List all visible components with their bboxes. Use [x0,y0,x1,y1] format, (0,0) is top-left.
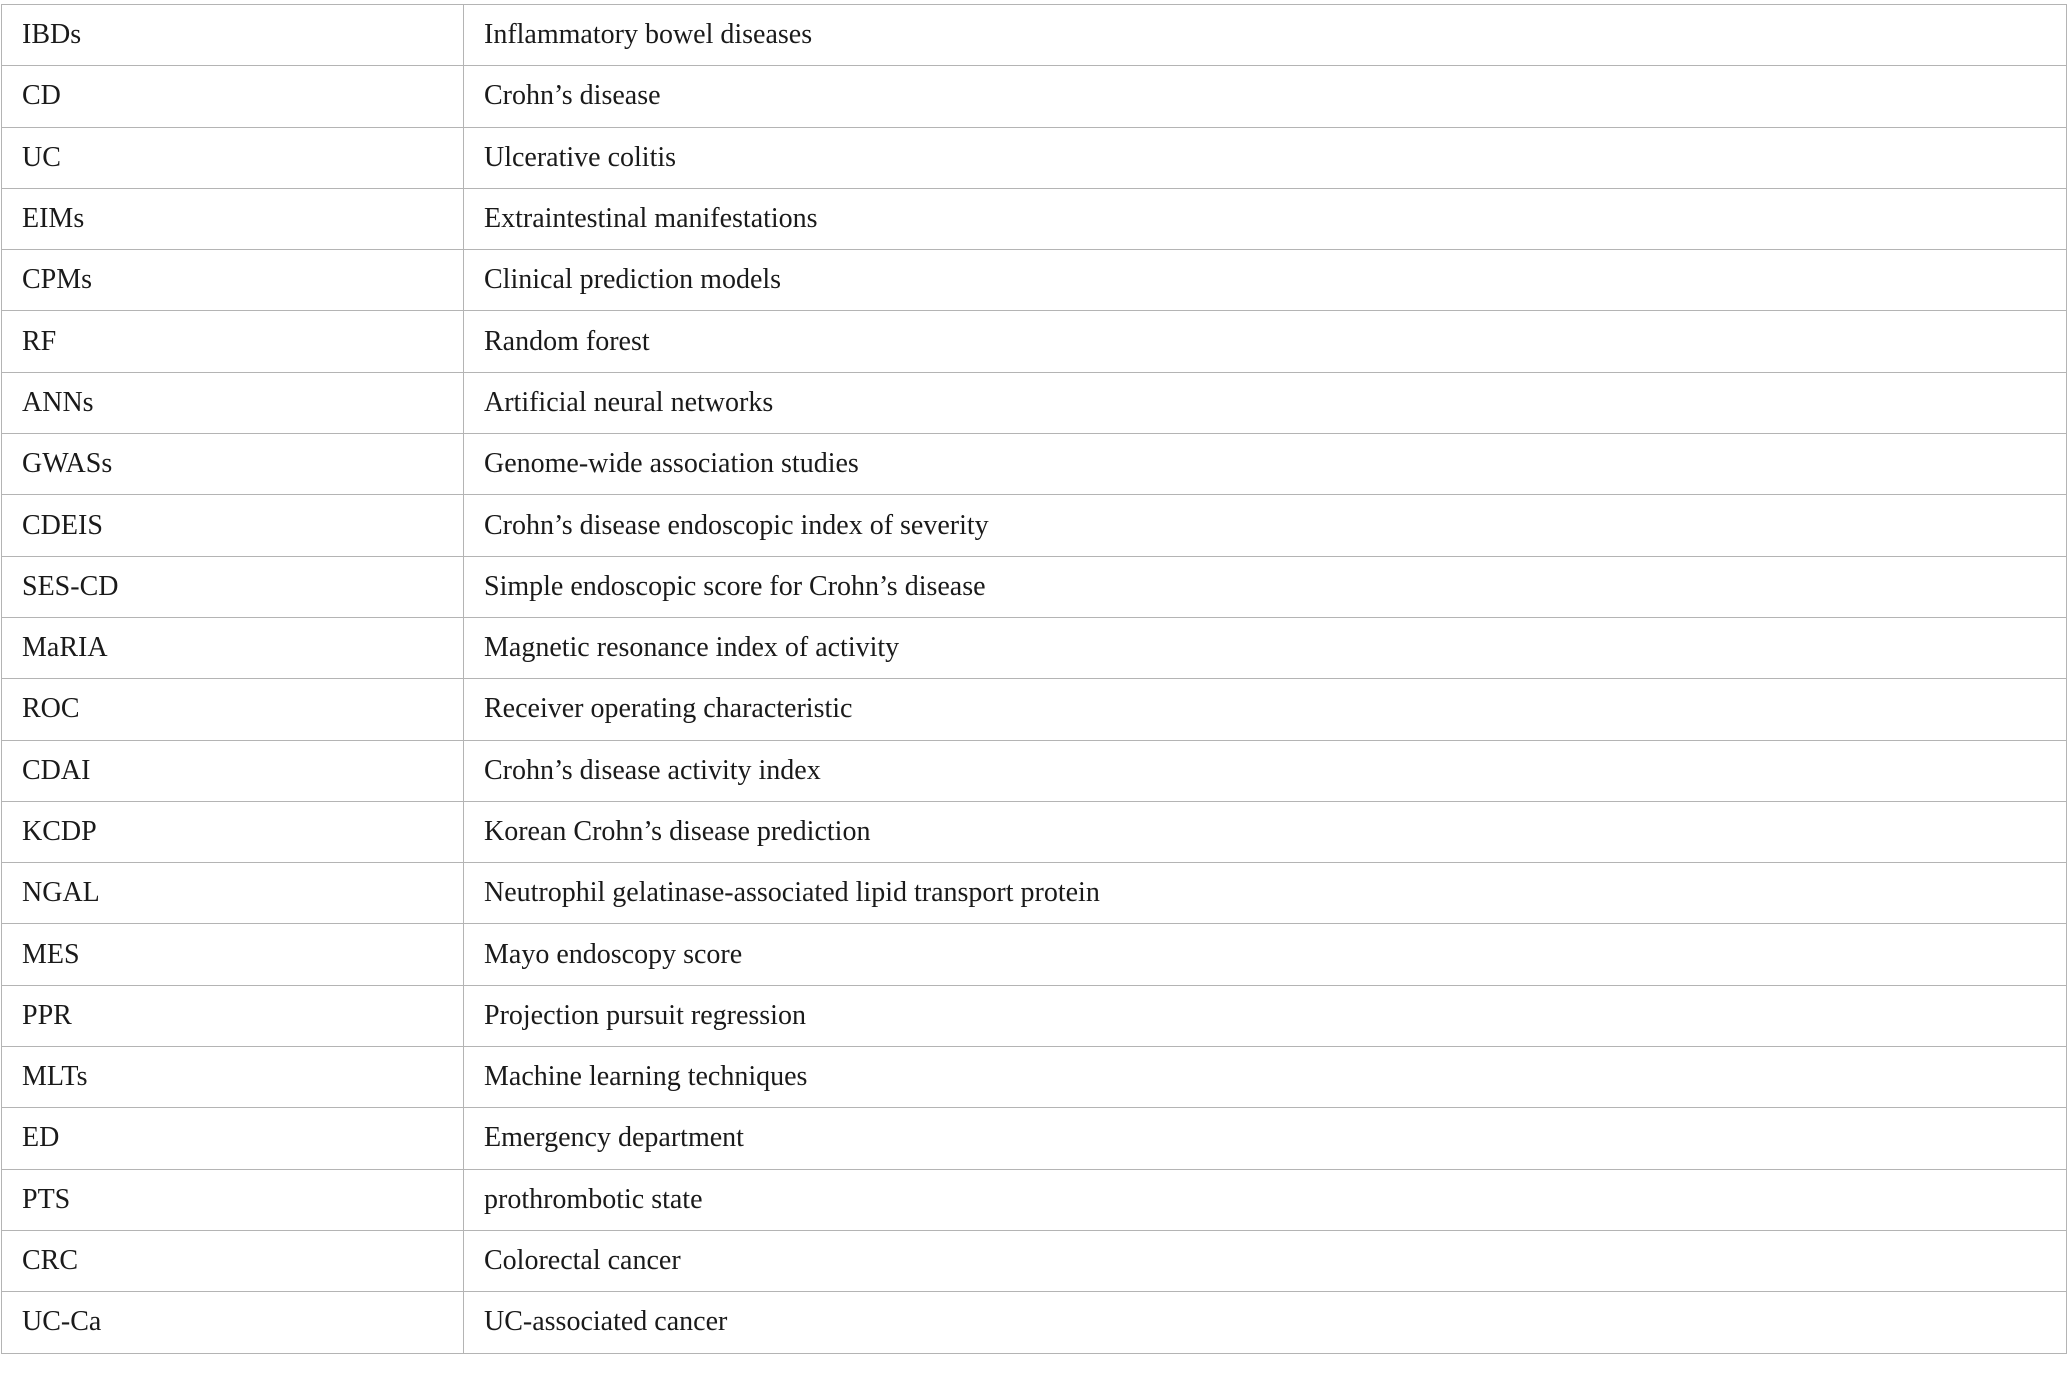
abbreviation-cell: RF [2,311,464,372]
definition-cell: Clinical prediction models [464,250,2067,311]
table-row [2,1169,2067,1230]
definition-cell: Neutrophil gelatinase-associated lipid transport protein [464,863,2067,924]
abbreviation-cell: PTS [2,1169,464,1230]
definition-cell: Emergency department [464,1108,2067,1169]
table-row [2,1108,2067,1169]
table-row [2,1047,2067,1108]
definition-cell: Mayo endoscopy score [464,924,2067,985]
abbreviation-cell: CDEIS [2,495,464,556]
abbreviation-cell: NGAL [2,863,464,924]
definition-cell: Crohn’s disease endoscopic index of severity [464,495,2067,556]
table-row [2,679,2067,740]
abbreviation-cell: GWASs [2,434,464,495]
abbreviation-cell: ROC [2,679,464,740]
table-row [2,1230,2067,1291]
table-row [2,372,2067,433]
table-row [2,250,2067,311]
definition-cell: Crohn’s disease [464,66,2067,127]
abbreviation-cell: ED [2,1108,464,1169]
table-row [2,66,2067,127]
table-row [2,127,2067,188]
abbreviations-table-body [2,5,2067,1354]
table-row [2,434,2067,495]
definition-cell: Korean Crohn’s disease prediction [464,801,2067,862]
table-row [2,495,2067,556]
definition-cell: Genome-wide association studies [464,434,2067,495]
definition-cell: Machine learning techniques [464,1047,2067,1108]
abbreviation-cell: KCDP [2,801,464,862]
definition-cell: Inflammatory bowel diseases [464,5,2067,66]
abbreviation-cell: MaRIA [2,617,464,678]
table-row [2,5,2067,66]
definition-cell: Artificial neural networks [464,372,2067,433]
abbreviation-cell: CPMs [2,250,464,311]
abbreviation-cell: CD [2,66,464,127]
abbreviation-cell: IBDs [2,5,464,66]
table-row [2,556,2067,617]
table-row [2,924,2067,985]
abbreviation-cell: CRC [2,1230,464,1291]
abbreviation-cell: MES [2,924,464,985]
table-row [2,617,2067,678]
abbreviation-cell: PPR [2,985,464,1046]
table-row [2,801,2067,862]
definition-cell: Ulcerative colitis [464,127,2067,188]
definition-cell: Simple endoscopic score for Crohn’s disease [464,556,2067,617]
abbreviation-cell: ANNs [2,372,464,433]
definition-cell: Random forest [464,311,2067,372]
abbreviation-cell: MLTs [2,1047,464,1108]
abbreviation-cell: SES-CD [2,556,464,617]
table-row [2,863,2067,924]
definition-cell: UC-associated cancer [464,1292,2067,1353]
abbreviation-cell: UC [2,127,464,188]
definition-cell: prothrombotic state [464,1169,2067,1230]
table-row [2,188,2067,249]
abbreviation-cell: EIMs [2,188,464,249]
table-row [2,985,2067,1046]
definition-cell: Colorectal cancer [464,1230,2067,1291]
definition-cell: Crohn’s disease activity index [464,740,2067,801]
definition-cell: Extraintestinal manifestations [464,188,2067,249]
definition-cell: Receiver operating characteristic [464,679,2067,740]
definition-cell: Projection pursuit regression [464,985,2067,1046]
definition-cell: Magnetic resonance index of activity [464,617,2067,678]
abbreviations-table [1,4,2067,1354]
abbreviation-cell: CDAI [2,740,464,801]
table-row [2,1292,2067,1353]
abbreviation-cell: UC-Ca [2,1292,464,1353]
table-row [2,311,2067,372]
table-row [2,740,2067,801]
